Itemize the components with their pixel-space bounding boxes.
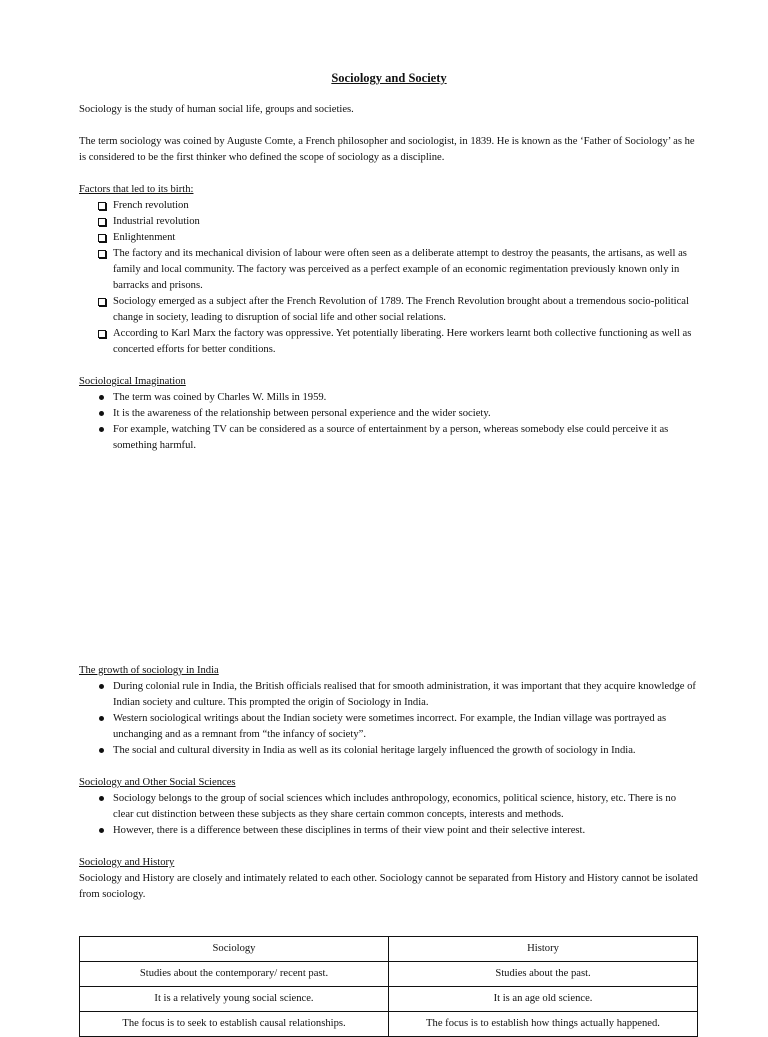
list-item: The term was coined by Charles W. Mills in 1959.	[79, 390, 699, 406]
list-item: During colonial rule in India, the British officials realised that for smooth administration, it was important that they acquire knowledge of Indian society and culture. This prompted the origin of Sociology in India.	[79, 679, 699, 711]
imagination-heading: Sociological Imagination	[79, 376, 186, 387]
history-heading: Sociology and History	[79, 857, 175, 868]
history-paragraph: Sociology and History are closely and intimately related to each other. Sociology cannot be separated from History and History cannot be isolated from sociology.	[79, 873, 698, 900]
bullet-dot-icon	[99, 411, 104, 416]
table-header-cell: Sociology	[80, 937, 389, 962]
table-cell: Studies about the past.	[389, 962, 698, 987]
table-cell: The focus is to establish how things actually happened.	[389, 1012, 698, 1037]
bullet-dot-icon	[99, 796, 104, 801]
list-item: French revolution	[79, 198, 699, 214]
table-row	[80, 1012, 698, 1037]
bullet-dot-icon	[99, 716, 104, 721]
table-header-row	[80, 937, 698, 962]
list-item: However, there is a difference between these disciplines in terms of their view point and their selective interest.	[79, 823, 699, 839]
checkbox-bullet-icon	[98, 298, 106, 306]
bullet-dot-icon	[99, 395, 104, 400]
factors-list	[79, 198, 699, 358]
list-item: Sociology belongs to the group of social sciences which includes anthropology, economics, political science, history, etc. There is no clear cut distinction between these subjects as they share certain common concepts, interests and methods.	[79, 791, 699, 823]
bullet-dot-icon	[99, 684, 104, 689]
page-title: Sociology and Society	[331, 71, 447, 85]
sciences-list	[79, 791, 699, 839]
list-item: The factory and its mechanical division of labour were often seen as a deliberate attempt to destroy the peasants, the artisans, as well as family and local community. The factory was perceived as a perfect example of an economic regimentation previously known only in barracks and prisons.	[79, 246, 699, 294]
checkbox-bullet-icon	[98, 202, 106, 210]
list-item: For example, watching TV can be considered as a source of entertainment by a person, whereas somebody else could perceive it as something harmful.	[79, 422, 699, 454]
comparison-table	[79, 936, 698, 1037]
list-item: According to Karl Marx the factory was oppressive. Yet potentially liberating. Here workers learnt both collective functioning as well as concerted efforts for better conditions.	[79, 326, 699, 358]
table-cell: The focus is to seek to establish causal relationships.	[80, 1012, 389, 1037]
list-item: Sociology emerged as a subject after the French Revolution of 1789. The French Revolution brought about a tremendous socio-political change in society, leading to disruption of social life and other social relations.	[79, 294, 699, 326]
sciences-heading: Sociology and Other Social Sciences	[79, 777, 236, 788]
checkbox-bullet-icon	[98, 234, 106, 242]
factors-heading: Factors that led to its birth:	[79, 184, 194, 195]
checkbox-bullet-icon	[98, 250, 106, 258]
intro-paragraph: Sociology is the study of human social life, groups and societies.	[79, 104, 354, 115]
table-row	[80, 987, 698, 1012]
bullet-dot-icon	[99, 748, 104, 753]
table-cell: Studies about the contemporary/ recent past.	[80, 962, 389, 987]
india-list	[79, 679, 699, 759]
list-item: It is the awareness of the relationship between personal experience and the wider society.	[79, 406, 699, 422]
table-cell: It is a relatively young social science.	[80, 987, 389, 1012]
comte-paragraph: The term sociology was coined by Auguste Comte, a French philosopher and sociologist, in 1839. He is known as the ‘Father of Sociology’ as he is considered to be the first thinker who defined the scope of sociology as a discipline.	[79, 136, 695, 163]
list-item: Industrial revolution	[79, 214, 699, 230]
imagination-list	[79, 390, 699, 454]
bullet-dot-icon	[99, 828, 104, 833]
table-header-cell: History	[389, 937, 698, 962]
list-item: The social and cultural diversity in India as well as its colonial heritage largely influenced the growth of sociology in India.	[79, 743, 699, 759]
checkbox-bullet-icon	[98, 330, 106, 338]
table-row	[80, 962, 698, 987]
india-heading: The growth of sociology in India	[79, 665, 219, 676]
checkbox-bullet-icon	[98, 218, 106, 226]
table-cell: It is an age old science.	[389, 987, 698, 1012]
bullet-dot-icon	[99, 427, 104, 432]
list-item: Western sociological writings about the Indian society were sometimes incorrect. For example, the Indian village was portrayed as unchanging and as a remnant from “the infancy of society”.	[79, 711, 699, 743]
list-item: Enlightenment	[79, 230, 699, 246]
